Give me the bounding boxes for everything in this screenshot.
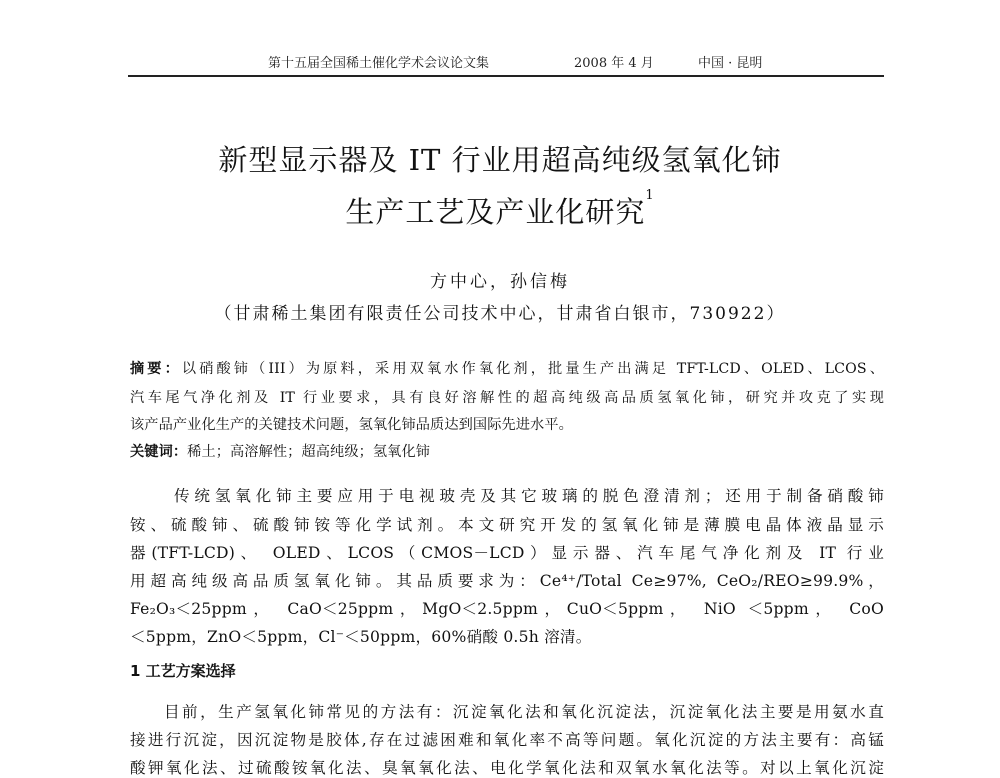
affiliation: （甘肃稀土集团有限责任公司技术中心，甘肃省白银市，730922） bbox=[214, 304, 786, 324]
keywords-label: 关键词： bbox=[130, 444, 188, 460]
paper-title-line2-text: 生产工艺及产业化研究 bbox=[345, 195, 646, 229]
header-location: 中国 · 昆明 bbox=[698, 56, 763, 71]
abstract-text-1: 以硝酸铈（III）为原料，采用双氧水作氧化剂，批量生产出满足 TFT-LCD、OLED、LCOS、 bbox=[181, 361, 884, 377]
intro-line-3: 器(TFT-LCD)、 OLED、LCOS（CMOS－LCD）显示器、汽车尾气净化剂及 IT 行业 bbox=[130, 544, 884, 562]
abstract-line-1 bbox=[130, 358, 884, 378]
intro-line-5: Fe₂O₃＜25ppm， CaO＜25ppm，MgO＜2.5ppm，CuO＜5ppm， NiO ＜5ppm， CoO bbox=[130, 600, 884, 618]
keywords-line bbox=[130, 441, 430, 461]
header-date: 2008 年 4 月 bbox=[574, 56, 654, 71]
section-1-line-1: 目前，生产氢氧化铈常见的方法有：沉淀氧化法和氧化沉淀法，沉淀氧化法主要是用氨水直 bbox=[164, 703, 884, 721]
abstract-line-2: 汽车尾气净化剂及 IT 行业要求，具有良好溶解性的超高纯级高品质氢氧化铈，研究并攻克了实现 bbox=[130, 390, 884, 406]
intro-line-2: 铵、硫酸铈、硫酸铈铵等化学试剂。本文研究开发的氢氧化铈是薄膜电晶体液晶显示 bbox=[130, 516, 884, 534]
authors: 方中心，孙信梅 bbox=[430, 272, 570, 292]
section-1-line-2: 接进行沉淀，因沉淀物是胶体,存在过滤困难和氧化率不高等问题。氧化沉淀的方法主要有：高锰 bbox=[130, 731, 884, 749]
intro-line-4: 用超高纯级高品质氢氧化铈。其品质要求为：Ce⁴⁺/Total Ce≥97%, CeO₂/REO≥99.9%， bbox=[130, 572, 884, 590]
intro-line-1: 传统氢氧化铈主要应用于电视玻壳及其它玻璃的脱色澄清剂；还用于制备硝酸铈 bbox=[174, 487, 884, 505]
abstract-label: 摘要： bbox=[130, 361, 182, 377]
keywords-text: 稀土；高溶解性；超高纯级；氢氧化铈 bbox=[187, 444, 431, 460]
paper-title-line1: 新型显示器及 IT 行业用超高纯级氢氧化铈 bbox=[218, 143, 782, 177]
header-conference: 第十五届全国稀土催化学术会议论文集 bbox=[268, 56, 490, 71]
paper-title-line2 bbox=[0, 190, 1000, 231]
section-1-heading: 1 工艺方案选择 bbox=[130, 662, 236, 680]
header-rule bbox=[128, 75, 884, 77]
title-footnote-mark: 1 bbox=[645, 188, 655, 203]
section-1-line-3: 酸钾氧化法、过硫酸铵氧化法、臭氧氧化法、电化学氧化法和双氧水氧化法等。对以上氧化沉淀 bbox=[130, 759, 884, 777]
abstract-line-3: 该产品产业化生产的关键技术问题，氢氧化铈品质达到国际先进水平。 bbox=[130, 417, 573, 433]
intro-line-6: ＜5ppm，ZnO＜5ppm，Cl⁻＜50ppm，60%硝酸 0.5h 溶清。 bbox=[130, 628, 592, 646]
